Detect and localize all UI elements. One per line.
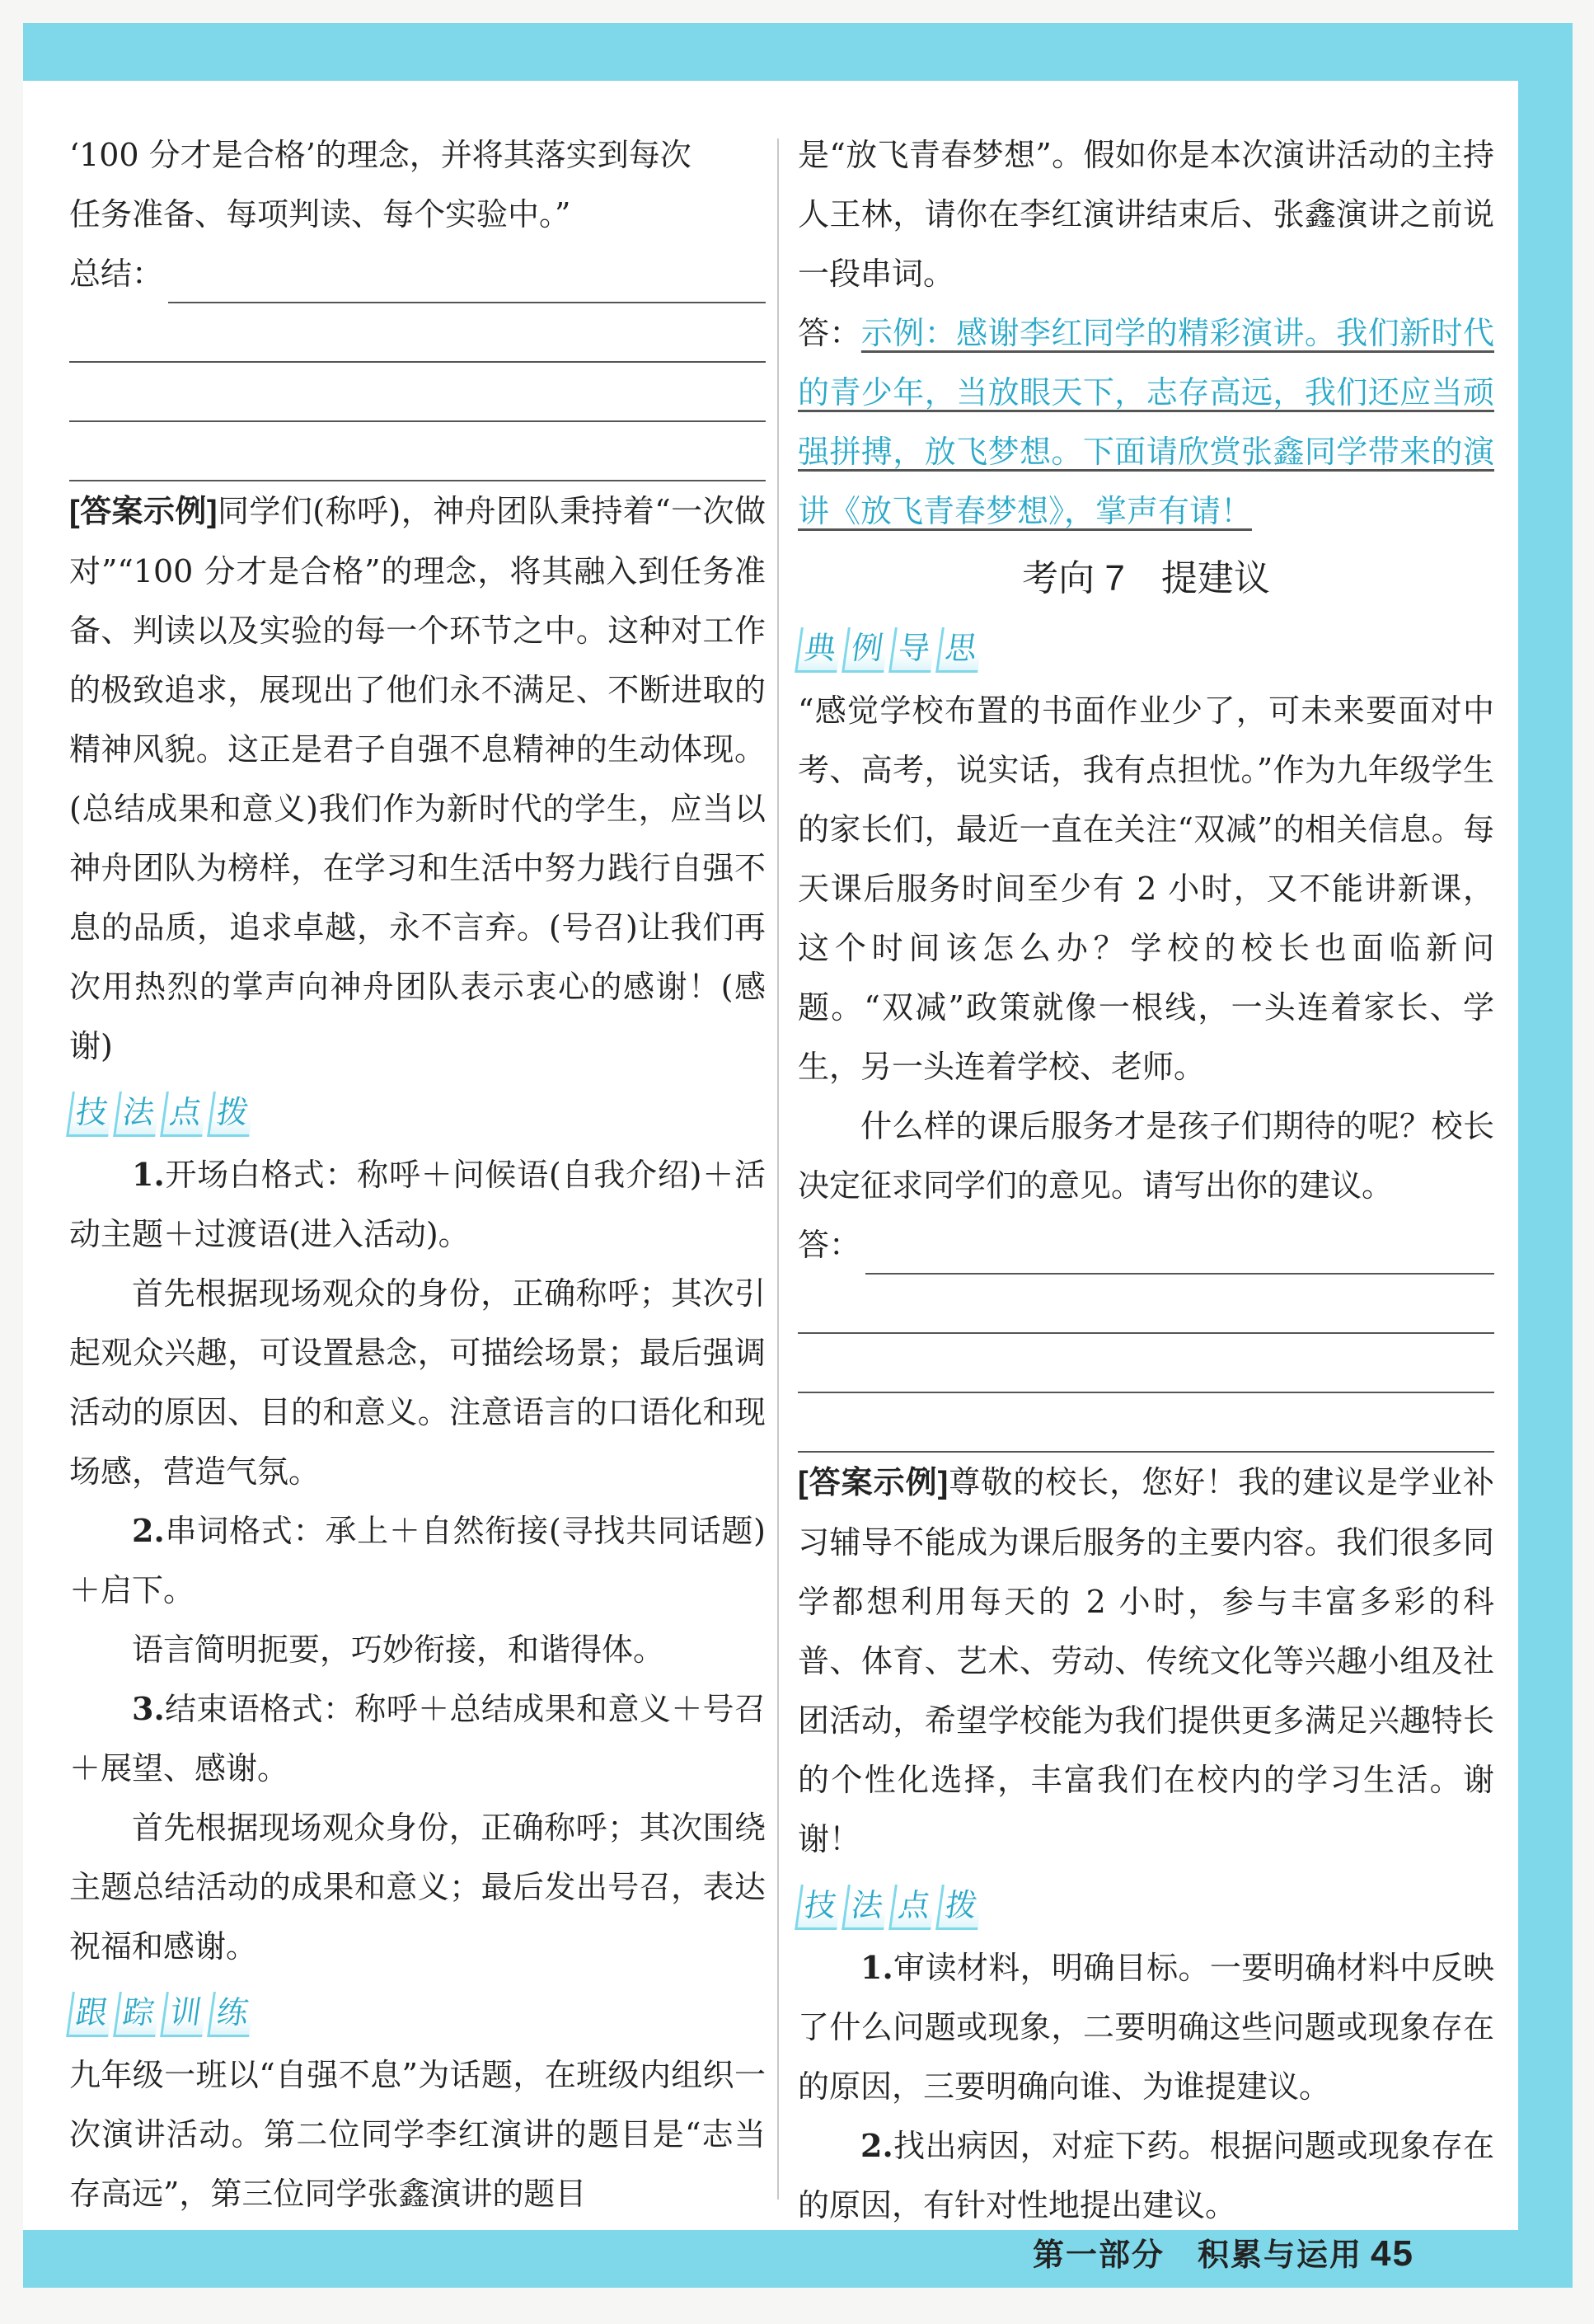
- blank-rule[interactable]: [798, 1334, 1494, 1393]
- badge-char: 踪: [113, 1992, 162, 2037]
- intro-line-1: ‘100 分才是合格’的理念，并将其落实到每次: [69, 137, 692, 173]
- answer-label: 答：: [798, 315, 861, 351]
- badge-char: 技: [66, 1092, 115, 1137]
- answer-sample-tag: [答案示例]: [798, 1466, 949, 1500]
- top-color-band: [23, 23, 1573, 81]
- tip-number: 1.: [132, 1156, 165, 1193]
- blank-rule[interactable]: [798, 1275, 1494, 1334]
- blank-rule[interactable]: [69, 422, 766, 481]
- page-number: 45: [1371, 2233, 1414, 2274]
- tip-3: [69, 1679, 766, 1798]
- summary-answer-line[interactable]: [69, 244, 766, 303]
- tip-text: 找出病因，对症下药。根据问题或现象存在的原因，有针对性地提出建议。: [798, 2128, 1494, 2223]
- right-color-band: [1518, 23, 1573, 2278]
- answer-sample-text: 同学们(称呼)，神舟团队秉持着“一次做对”“100 分才是合格”的理念，将其融入到任务准备、判读以及实验的每一个环节之中。这种对工作的极致追求，展现出了他们永不满足、不断进取的精神风貌。这正是君子自强不息精神的生动体现。(总结成果和意义)我们作为新时代的学生，应当以神舟团队为榜样，在学习和生活中努力践行自强不息的品质，追求卓越，永不言弃。(号召)让我们再次用热烈的掌声向神舟团队表示衷心的感谢！(感谢): [69, 493, 766, 1064]
- answer-sample-1: [69, 481, 766, 1076]
- page-footer: [1033, 2229, 1414, 2275]
- example-paragraph-2: 什么样的课后服务才是孩子们期待的呢？校长决定征求同学们的意见。请写出你的建议。: [798, 1108, 1494, 1204]
- badge-char: 点: [888, 1885, 937, 1930]
- blank-rule[interactable]: [69, 303, 766, 363]
- badge-char: 拨: [207, 1092, 256, 1137]
- page: [23, 81, 1518, 2274]
- tip-text: 开场白格式：称呼＋问候语(自我介绍)＋活动主题＋过渡语(进入活动)。: [69, 1157, 766, 1252]
- footer-part-label: 第一部分 积累与运用: [1033, 2238, 1363, 2273]
- example-badge: [798, 618, 986, 678]
- tip-2: [69, 1501, 766, 1620]
- tip-number: 1.: [860, 1949, 893, 1986]
- tip-2-para: 语言简明扼要，巧妙衔接，和谐得体。: [132, 1631, 665, 1668]
- training-badge: [69, 1983, 257, 2042]
- badge-char: 练: [207, 1992, 256, 2037]
- badge-char: 法: [842, 1885, 890, 1930]
- left-column: [69, 125, 766, 2223]
- badge-char: 点: [160, 1092, 209, 1137]
- tips-badge: [798, 1876, 986, 1935]
- answer-label: 答：: [798, 1227, 861, 1263]
- tip-text: 串词格式：承上＋自然衔接(寻找共同话题)＋启下。: [69, 1513, 766, 1608]
- training-text-continued: 是“放飞青春梦想”。假如你是本次演讲活动的主持人王林，请你在李红演讲结束后、张鑫演讲之前说一段串词。: [798, 137, 1494, 292]
- tip-1-para: 首先根据现场观众的身份，正确称呼；其次引起观众兴趣，可设置悬念，可描绘场景；最后强调活动的原因、目的和意义。注意语言的口语化和现场感，营造气氛。: [69, 1275, 766, 1490]
- right-column: [798, 125, 1494, 2235]
- tip-text: 结束语格式：称呼＋总结成果和意义＋号召＋展望、感谢。: [69, 1691, 766, 1786]
- answer-block[interactable]: [798, 303, 1494, 541]
- badge-char: 思: [935, 627, 984, 673]
- blank-rule[interactable]: [798, 1393, 1494, 1453]
- answer-sample-tag: [答案示例]: [69, 495, 218, 529]
- badge-char: 跟: [66, 1992, 115, 2037]
- answer-sample-text: 尊敬的校长，您好！我的建议是学业补习辅导不能成为课后服务的主要内容。我们很多同学都想利用每天的 2 小时，参与丰富多彩的科普、体育、艺术、劳动、传统文化等兴趣小组及社团活动，希望学校能为我们提供更多满足兴趣特长的个性化选择，丰富我们在校内的学习生活。谢谢！: [798, 1464, 1494, 1857]
- badge-char: 训: [160, 1992, 209, 2037]
- intro-line-2: 任务准备、每项判读、每个实验中。”: [69, 196, 571, 232]
- tip-1: [69, 1145, 766, 1264]
- badge-char: 技: [795, 1885, 843, 1930]
- tip-number: 2.: [860, 2127, 893, 2164]
- answer-line[interactable]: [798, 1215, 1494, 1275]
- summary-label: 总结：: [69, 256, 164, 292]
- tip-text: 审读材料，明确目标。一要明确材料中反映了什么问题或现象，二要明确这些问题或现象存在的原因，三要明确向谁、为谁提建议。: [798, 1950, 1494, 2105]
- answer-sample-text: 示例：感谢李红同学的精彩演讲。我们新时代的青少年，当放眼天下，志存高远，我们还应当顽强拼搏，放飞梦想。下面请欣赏张鑫同学带来的演讲《放飞青春梦想》，掌声有请！: [798, 315, 1494, 529]
- tip-3-para: 首先根据现场观众身份，正确称呼；其次围绕主题总结活动的成果和意义；最后发出号召，表达祝福和感谢。: [69, 1810, 766, 1965]
- training-text: 九年级一班以“自强不息”为话题，在班级内组织一次演讲活动。第二位同学李红演讲的题目是“志当存高远”，第三位同学张鑫演讲的题目: [69, 2057, 766, 2212]
- badge-char: 例: [842, 627, 890, 673]
- example-paragraph-1: “感觉学校布置的书面作业少了，可未来要面对中考、高考，说实话，我有点担忧。”作为九年级学生的家长们，最近一直在关注“双减”的相关信息。每天课后服务时间至少有 2 小时，又不能讲新课，这个时间该怎么办？学校的校长也面临新问题。“双减”政策就像一根线，一头连着家长、学生，另一头连着学校、老师。: [798, 693, 1494, 1085]
- answer-sample-2: [798, 1453, 1494, 1869]
- tip-1: [798, 1938, 1494, 2116]
- summary-rule: [168, 284, 766, 303]
- blank-rule[interactable]: [69, 363, 766, 422]
- column-divider: [777, 139, 779, 2200]
- section-title: 考向 7 提建议: [1022, 558, 1270, 599]
- tip-number: 3.: [132, 1690, 165, 1727]
- badge-char: 导: [888, 627, 937, 673]
- tips-badge: [69, 1082, 257, 1142]
- badge-char: 法: [113, 1092, 162, 1137]
- badge-char: 典: [795, 627, 843, 673]
- tip-2: [798, 2116, 1494, 2235]
- answer-rule: [865, 1255, 1494, 1275]
- badge-char: 拨: [935, 1885, 984, 1930]
- tip-number: 2.: [132, 1512, 165, 1549]
